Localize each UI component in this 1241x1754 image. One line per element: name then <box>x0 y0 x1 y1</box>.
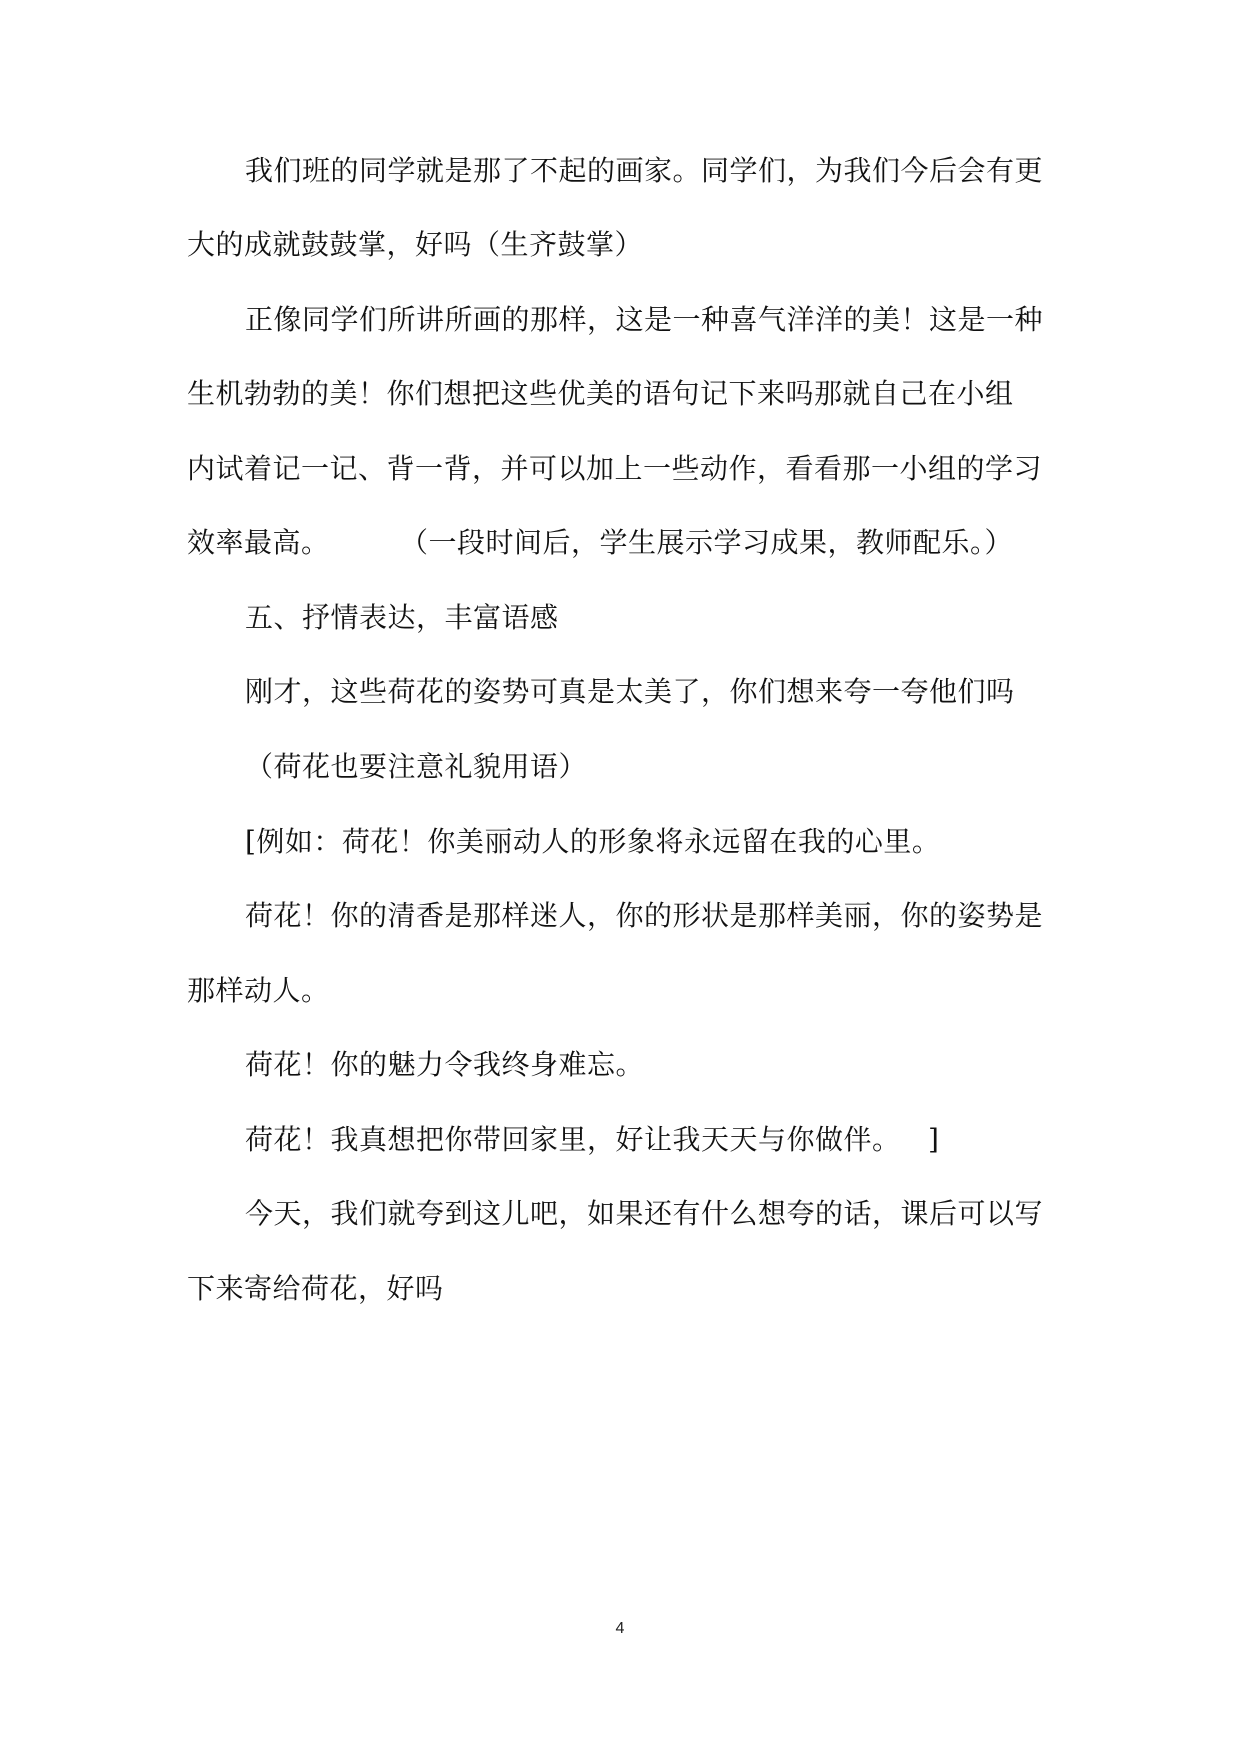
text-line: 正像同学们所讲所画的那样，这是一种喜气洋洋的美！这是一种 <box>245 303 1044 336</box>
text-line: 今天，我们就夸到这儿吧，如果还有什么想夸的话，课后可以写 <box>245 1197 1044 1230</box>
section-heading: 五、抒情表达，丰富语感 <box>245 601 559 634</box>
text-line: （一段时间后，学生展示学习成果，教师配乐。） <box>400 526 1014 559</box>
text-line: 我们班的同学就是那了不起的画家。同学们，为我们今后会有更 <box>245 154 1044 187</box>
text-line: 那样动人。 <box>187 974 330 1007</box>
text-line: 内试着记一记、背一背，并可以加上一些动作，看看那一小组的学习 <box>187 452 1043 485</box>
page-number: 4 <box>615 1620 625 1637</box>
text-line: （荷花也要注意礼貌用语） <box>245 750 588 783</box>
text-line: 生机勃勃的美！你们想把这些优美的语句记下来吗那就自己在小组 <box>187 377 1014 410</box>
text-line: 刚才，这些荷花的姿势可真是太美了，你们想来夸一夸他们吗 <box>245 675 1015 708</box>
text-line: 下来寄给荷花，好吗 <box>187 1272 444 1305</box>
text-line: 效率最高。 <box>187 526 330 559</box>
text-line: 荷花！我真想把你带回家里，好让我天天与你做伴。 <box>245 1123 901 1156</box>
text-line: ] <box>928 1123 940 1156</box>
text-line: 大的成就鼓鼓掌，好吗（生齐鼓掌） <box>187 228 644 261</box>
text-line: [例如：荷花！你美丽动人的形象将永远留在我的心里。 <box>245 825 941 858</box>
text-line: 荷花！你的清香是那样迷人，你的形状是那样美丽，你的姿势是 <box>245 899 1044 932</box>
text-line: 荷花！你的魅力令我终身难忘。 <box>245 1048 645 1081</box>
